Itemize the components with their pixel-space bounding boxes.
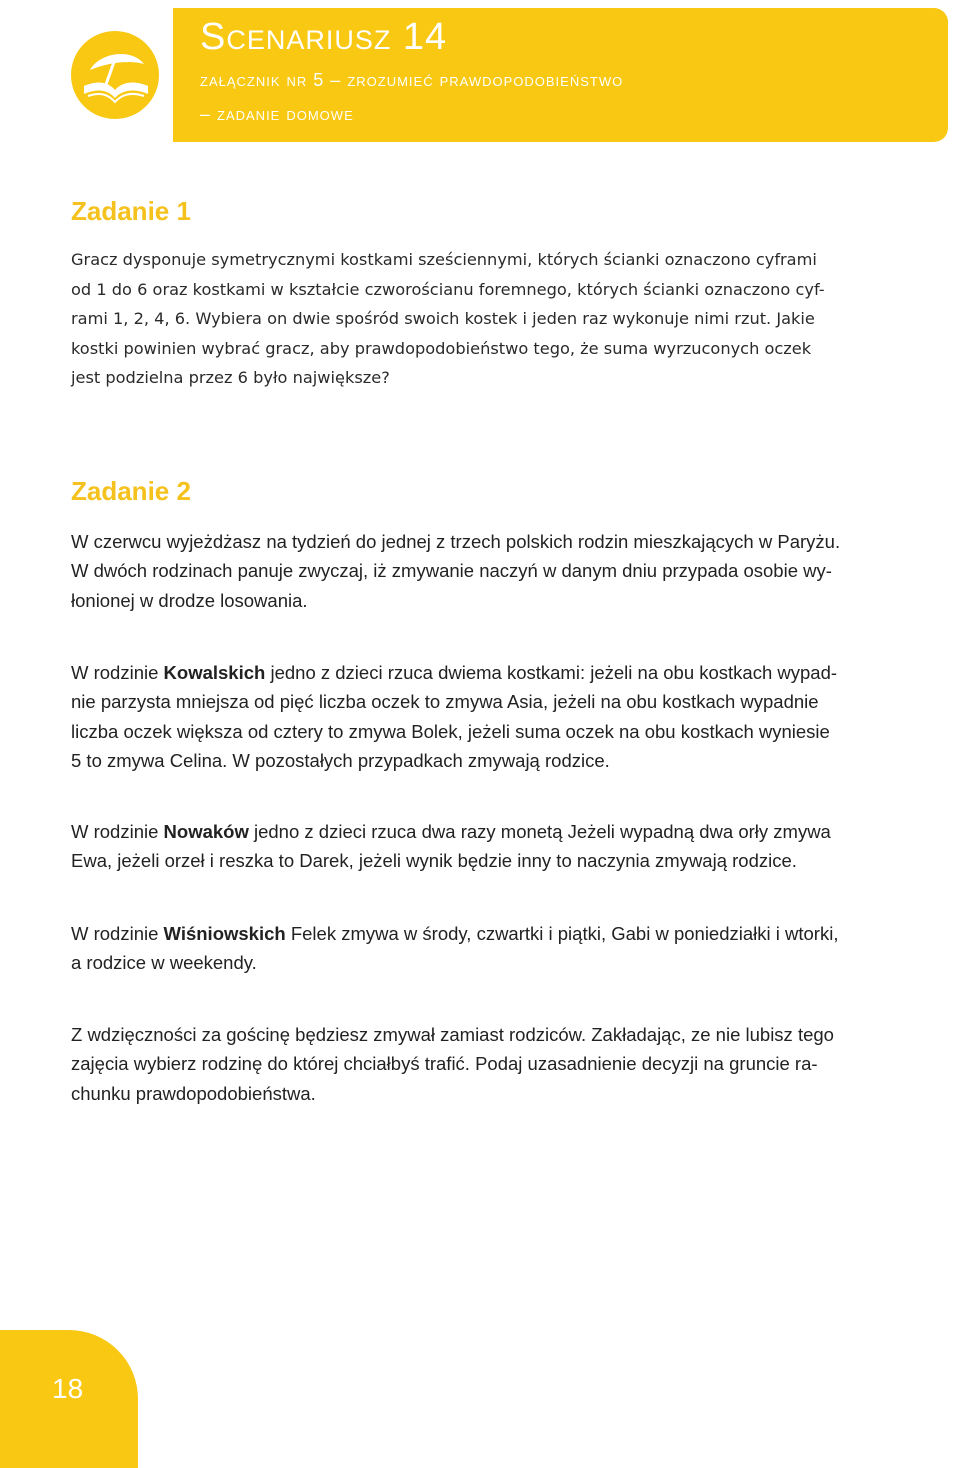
text-line: liczba oczek większa od cztery to zmywa Bolek, jeżeli suma oczek na obu kostkach wyniesie [71, 720, 830, 742]
text-line: kostki powinien wybrać gracz, aby prawdopodobieństwo tego, że suma wyrzuconych oczek [71, 338, 812, 358]
text-line: Z wdzięczności za gościnę będziesz zmywał zamiast rodziców. Zakładając, ze nie lubisz tego [71, 1024, 834, 1045]
task-2-heading: Zadanie 2 [71, 476, 191, 506]
page-number: 18 [52, 1373, 84, 1404]
text-line: Ewa, jeżeli orzeł i reszka to Darek, jeżeli wynik będzie inny to naczynia zmywają rodzice. [71, 850, 797, 872]
text-line: zajęcia wybierz rodzinę do której chciałbyś trafić. Podaj uzasadnienie decyzji na gruncie ra- [71, 1053, 818, 1075]
scenario-subtitle-line-2: – zadanie domowe [200, 104, 354, 124]
book-umbrella-logo-icon [70, 30, 160, 120]
task-1-text [71, 245, 943, 393]
task-1-heading: Zadanie 1 [71, 196, 191, 226]
wisniowscy-paragraph [71, 919, 943, 978]
family-name-wisniowskich: Wiśniowskich [163, 923, 286, 944]
kowalscy-paragraph [71, 658, 943, 775]
text-line: nie parzysta mniejsza od pięć liczba oczek to zmywa Asia, jeżeli na obu kostkach wypadnie [71, 691, 819, 713]
task-2-intro [71, 527, 943, 615]
text-line: a rodzice w weekendy. [71, 952, 257, 974]
scenario-subtitle-line-1: załącznik nr 5 – zrozumieć prawdopodobieństwo [200, 70, 624, 90]
text-line: od 1 do 6 oraz kostkami w kształcie czworościanu foremnego, których ścianki oznaczono cyf- [71, 279, 825, 299]
text-prefix: W rodzinie [71, 821, 164, 842]
text-line: Gracz dysponuje symetrycznymi kostkami sześciennymi, których ścianki oznaczono cyframi [71, 250, 817, 269]
text-line: łonionej w drodze losowania. [71, 589, 308, 611]
text-rest: jedno z dzieci rzuca dwiema kostkami: jeżeli na obu kostkach wypad- [265, 662, 838, 683]
text-line [71, 658, 943, 687]
text-rest: Felek zmywa w środy, czwartki i piątki, Gabi w poniedziałki i wtorki, [285, 923, 839, 944]
text-line: chunku prawdopodobieństwa. [71, 1082, 316, 1104]
family-name-kowalskich: Kowalskich [163, 662, 266, 683]
nowakowie-paragraph [71, 817, 943, 876]
text-prefix: W rodzinie [71, 662, 164, 683]
text-line: W czerwcu wyjeżdżasz na tydzień do jednej z trzech polskich rodzin mieszkających w Paryżu. [71, 531, 841, 552]
text-line: jest podzielna przez 6 było największe? [71, 368, 390, 387]
text-line [71, 919, 943, 948]
text-line: 5 to zmywa Celina. W pozostałych przypadkach zmywają rodzice. [71, 749, 610, 771]
text-line: rami 1, 2, 4, 6. Wybiera on dwie spośród swoich kostek i jeden raz wykonuje nimi rzut. Jakie [71, 309, 815, 328]
scenario-title: Scenariusz 14 [200, 16, 448, 58]
text-line: W dwóch rodzinach panuje zwyczaj, iż zmywanie naczyń w danym dniu przypada osobie wy- [71, 560, 832, 582]
final-question-paragraph [71, 1020, 943, 1108]
text-prefix: W rodzinie [71, 923, 164, 944]
family-name-nowakow: Nowaków [163, 821, 249, 842]
text-line [71, 817, 943, 846]
text-rest: jedno z dzieci rzuca dwa razy monetą Jeżeli wypadną dwa orły zmywa [248, 821, 831, 842]
